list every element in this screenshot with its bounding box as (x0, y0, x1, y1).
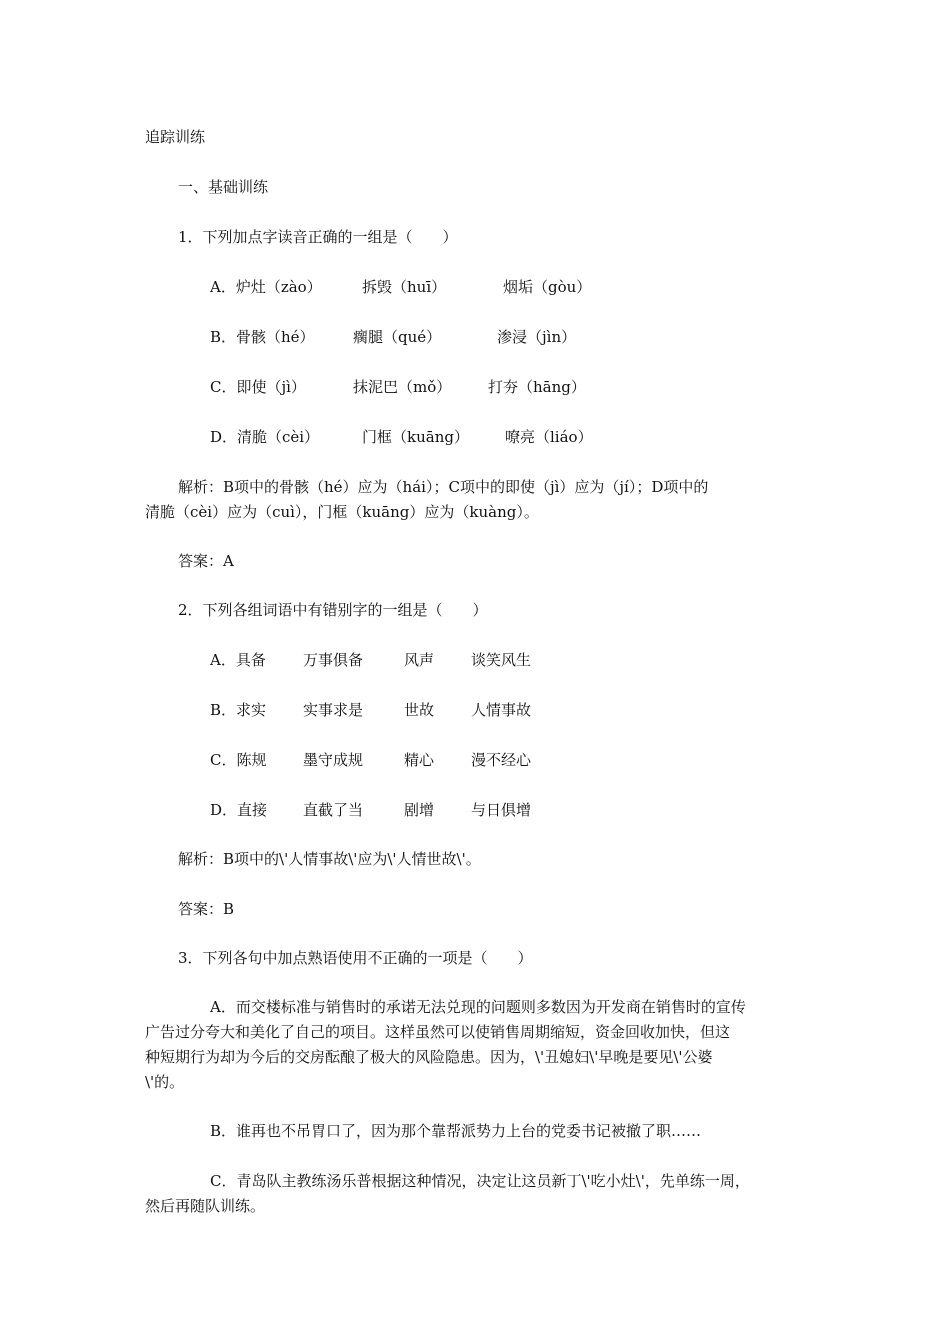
option-word: 渗浸（jìn） (497, 328, 577, 346)
option-word: 烟垢（gòu） (503, 278, 592, 296)
option-word: C．即使（jì） (210, 378, 306, 396)
option-word: 谈笑风生 (471, 651, 532, 669)
question-3-option-a: A．而交楼标准与销售时的承诺无法兑现的问题则多数因为开发商在销售时的宣传 (210, 998, 746, 1016)
option-word: 直截了当 (303, 801, 364, 819)
option-word: 拆毁（huī） (362, 278, 447, 296)
option-word: 嘹亮（liáo） (505, 428, 593, 446)
question-1-answer: 答案：A (178, 552, 234, 570)
option-word: 剧增 (404, 801, 435, 819)
question-3-option-a-cont: 广告过分夸大和美化了自己的项目。这样虽然可以使销售周期缩短，资金回收加快，但这 (145, 1023, 731, 1041)
option-word: 漫不经心 (471, 751, 532, 769)
question-3-option-c: C．青岛队主教练汤乐普根据这种情况，决定让这员新丁\'吃小灶\'，先单练一周， (210, 1172, 750, 1190)
option-word: 墨守成规 (303, 751, 364, 769)
option-word: 抹泥巴（mǒ） (353, 378, 452, 396)
option-word: A．炉灶（zào） (210, 278, 322, 296)
option-word: 世故 (404, 701, 435, 719)
question-2-stem: 2．下列各组词语中有错别字的一组是（ ） (178, 601, 488, 619)
question-3-option-c-cont: 然后再随队训练。 (145, 1197, 266, 1215)
question-2-analysis: 解析：B项中的\'人情事故\'应为\'人情世故\'。 (178, 850, 481, 868)
option-word: D．直接 (210, 801, 268, 819)
option-word: B．骨骸（hé） (210, 328, 315, 346)
option-word: 瘸腿（qué） (353, 328, 442, 346)
option-word: 万事俱备 (303, 651, 364, 669)
option-word: B．求实 (210, 701, 267, 719)
option-word: 精心 (404, 751, 435, 769)
question-1-analysis: 解析：B项中的骨骸（hé）应为（hái）；C项中的即使（jì）应为（jí）；D项中的 (178, 478, 709, 496)
question-1-stem: 1．下列加点字读音正确的一组是（ ） (178, 228, 458, 246)
question-3-option-a-cont: 种短期行为却为今后的交房酝酿了极大的风险隐患。因为，\'丑媳妇\'早晚是要见\'公婆 (145, 1048, 713, 1066)
option-word: 风声 (404, 651, 435, 669)
option-word: 实事求是 (303, 701, 364, 719)
option-word: 门框（kuāng） (362, 428, 469, 446)
question-3-option-b: B．谁再也不吊胃口了，因为那个靠帮派势力上台的党委书记被撤了职…… (210, 1122, 702, 1140)
option-word: D．清脆（cèi） (210, 428, 320, 446)
question-2-answer: 答案：B (178, 900, 235, 918)
option-word: C．陈规 (210, 751, 267, 769)
option-word: A．具备 (210, 651, 266, 669)
option-word: 人情事故 (471, 701, 532, 719)
question-3-option-a-cont: \'的。 (145, 1073, 185, 1091)
section-heading: 一、基础训练 (178, 178, 269, 196)
question-3-stem: 3．下列各句中加点熟语使用不正确的一项是（ ） (178, 949, 533, 967)
doc-title: 追踪训练 (145, 128, 206, 146)
option-word: 打夯（hāng） (488, 378, 586, 396)
option-word: 与日俱增 (471, 801, 532, 819)
question-1-analysis-cont: 清脆（cèi）应为（cuì），门框（kuāng）应为（kuàng）。 (145, 503, 539, 521)
